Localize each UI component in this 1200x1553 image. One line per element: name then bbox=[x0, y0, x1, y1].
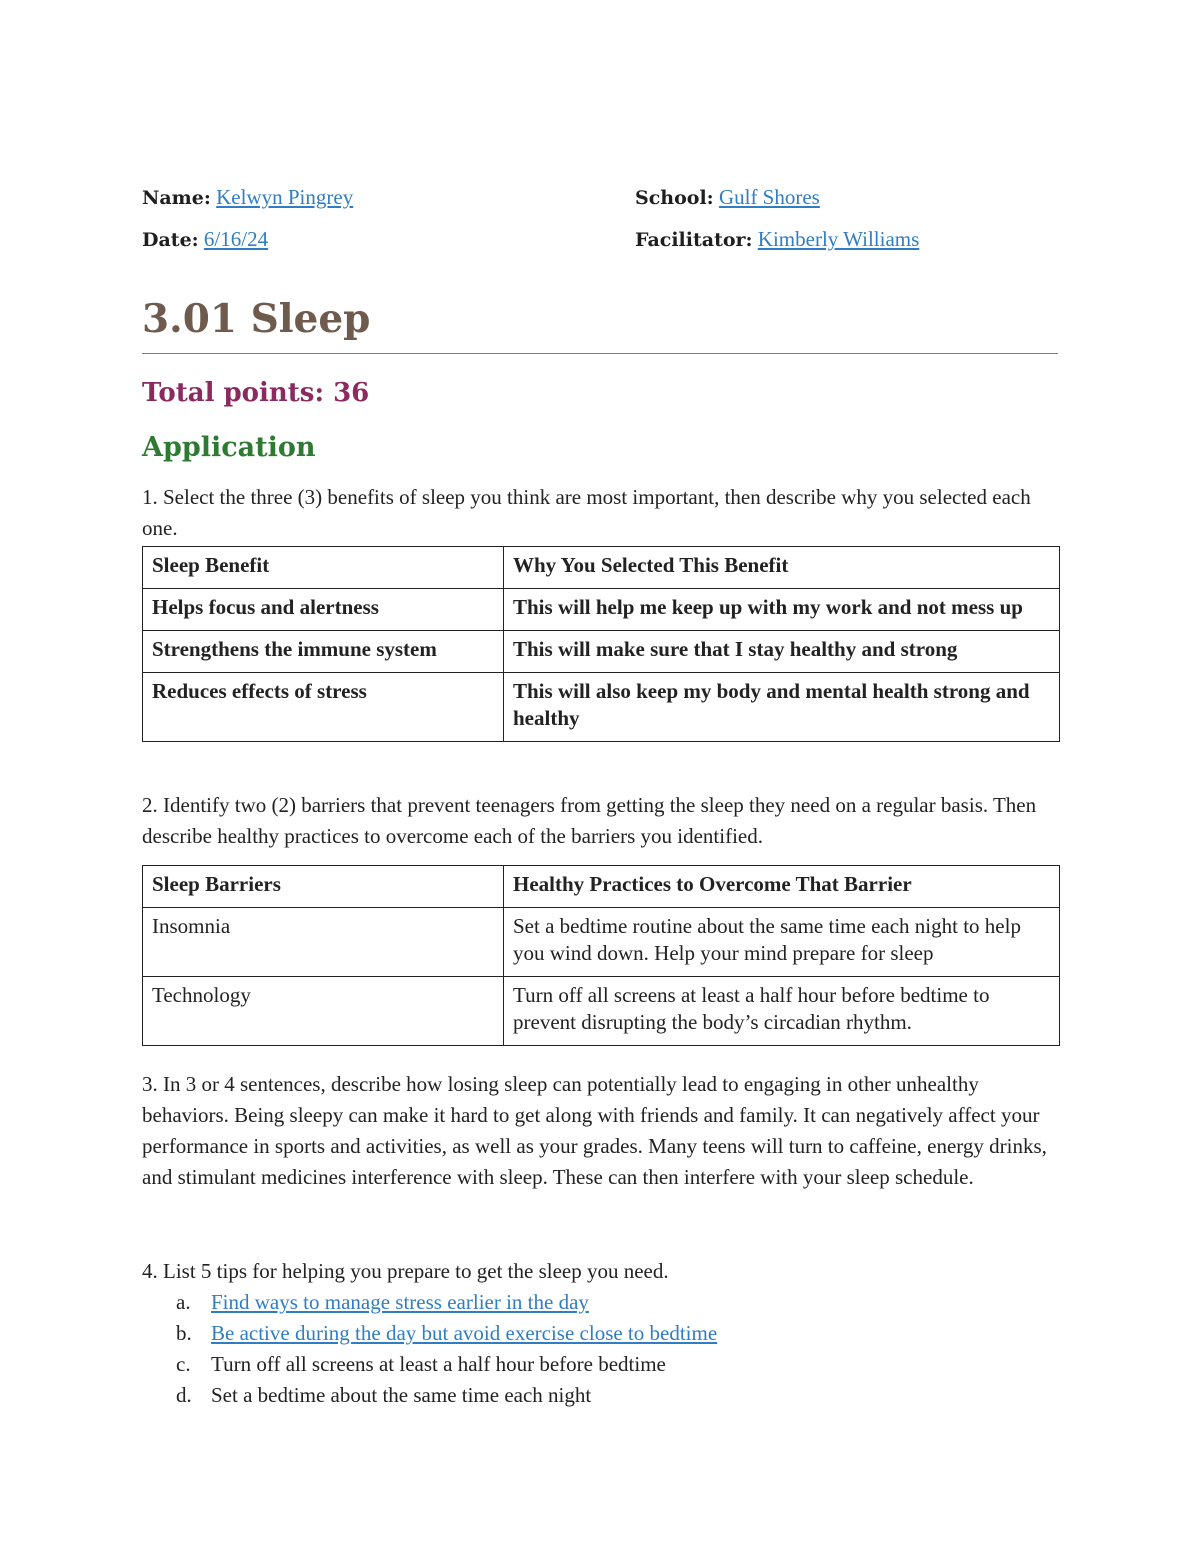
table-row bbox=[143, 977, 1060, 1046]
page-title: 3.01 Sleep bbox=[142, 296, 371, 342]
table-row bbox=[143, 589, 1060, 631]
table-cell[interactable]: This will help me keep up with my work and not mess up bbox=[504, 589, 1060, 631]
table-header-row bbox=[143, 866, 1060, 908]
sleep-barriers-table bbox=[142, 865, 1060, 1046]
name-value[interactable]: Kelwyn Pingrey bbox=[216, 185, 354, 209]
table-row bbox=[143, 908, 1060, 977]
table-header-cell: Sleep Barriers bbox=[143, 866, 504, 908]
list-letter: b. bbox=[176, 1321, 192, 1345]
table-header-cell: Healthy Practices to Overcome That Barrier bbox=[504, 866, 1060, 908]
school-label: School: bbox=[635, 187, 714, 209]
table-header-row bbox=[143, 547, 1060, 589]
table-row bbox=[143, 673, 1060, 742]
date-field bbox=[142, 227, 268, 252]
question-1-text: 1. Select the three (3) benefits of sleep you think are most important, then describe why you selected each one. bbox=[142, 485, 1031, 540]
date-label: Date: bbox=[142, 229, 199, 251]
question-4-text: 4. List 5 tips for helping you prepare to get the sleep you need. bbox=[142, 1259, 669, 1283]
table-cell[interactable]: This will make sure that I stay healthy and strong bbox=[504, 631, 1060, 673]
total-points-heading: Total points: 36 bbox=[142, 378, 370, 408]
question-2-text: 2. Identify two (2) barriers that prevent teenagers from getting the sleep they need on a regular basis. Then describe healthy practices to overcome each of the barriers you identified. bbox=[142, 793, 1037, 848]
table-cell[interactable]: Strengthens the immune system bbox=[143, 631, 504, 673]
table-cell[interactable]: Insomnia bbox=[143, 908, 504, 977]
tip-link[interactable]: Find ways to manage stress earlier in the day bbox=[211, 1290, 589, 1314]
tips-list bbox=[142, 1287, 717, 1411]
school-value[interactable]: Gulf Shores bbox=[718, 185, 820, 209]
section-heading-application: Application bbox=[142, 432, 316, 463]
list-letter: c. bbox=[176, 1352, 191, 1376]
title-divider bbox=[142, 353, 1058, 354]
list-letter: a. bbox=[176, 1290, 191, 1314]
facilitator-field bbox=[635, 227, 919, 252]
list-letter: d. bbox=[176, 1383, 192, 1407]
question-3-text[interactable]: 3. In 3 or 4 sentences, describe how losing sleep can potentially lead to engaging in other unhealthy behaviors. Being sleepy can make it hard to get along with friends and family. It can negatively affect your performance in sports and activities, as well as your grades. Many teens will turn to caffeine, energy drinks, and stimulant medicines interference with sleep. These can then interfere with your sleep schedule. bbox=[142, 1072, 1047, 1189]
table-row bbox=[143, 631, 1060, 673]
date-value[interactable]: 6/16/24 bbox=[203, 227, 269, 251]
table-cell[interactable]: Reduces effects of stress bbox=[143, 673, 504, 742]
table-cell[interactable]: Technology bbox=[143, 977, 504, 1046]
tip-text[interactable]: Set a bedtime about the same time each night bbox=[211, 1383, 592, 1407]
facilitator-value[interactable]: Kimberly Williams bbox=[757, 227, 920, 251]
name-label: Name: bbox=[142, 187, 211, 209]
name-field bbox=[142, 185, 353, 210]
list-item bbox=[142, 1318, 717, 1349]
table-cell[interactable]: Turn off all screens at least a half hour before bedtime to prevent disrupting the body’s circadian rhythm. bbox=[504, 977, 1060, 1046]
list-item bbox=[142, 1287, 717, 1318]
tip-text[interactable]: Turn off all screens at least a half hour before bedtime bbox=[211, 1352, 666, 1376]
list-item bbox=[142, 1380, 717, 1411]
sleep-benefits-table bbox=[142, 546, 1060, 742]
table-header-cell: Why You Selected This Benefit bbox=[504, 547, 1060, 589]
table-cell[interactable]: This will also keep my body and mental health strong and healthy bbox=[504, 673, 1060, 742]
table-cell[interactable]: Set a bedtime routine about the same time each night to help you wind down. Help your mind prepare for sleep bbox=[504, 908, 1060, 977]
facilitator-label: Facilitator: bbox=[635, 229, 753, 251]
school-field bbox=[635, 185, 820, 210]
table-header-cell: Sleep Benefit bbox=[143, 547, 504, 589]
tip-link[interactable]: Be active during the day but avoid exercise close to bedtime bbox=[211, 1321, 718, 1345]
list-item bbox=[142, 1349, 717, 1380]
table-cell[interactable]: Helps focus and alertness bbox=[143, 589, 504, 631]
